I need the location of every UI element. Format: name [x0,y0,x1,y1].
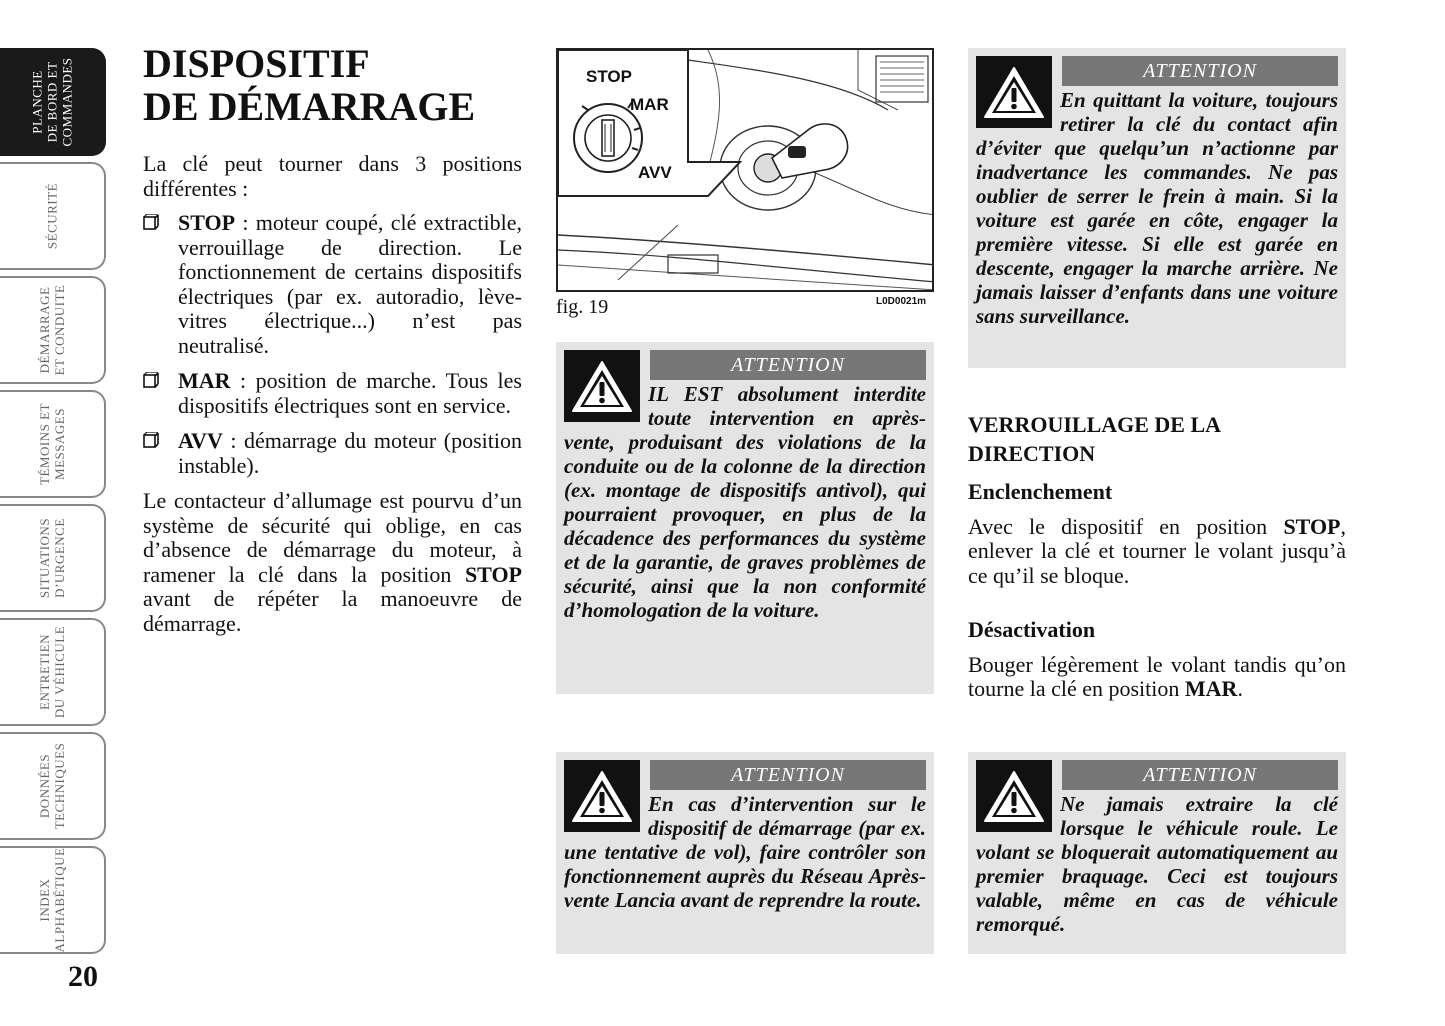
figure-code: L0D0021m [876,296,927,307]
label-stop: STOP [586,67,632,86]
warning-icon [564,760,640,832]
tab-temoins[interactable] [0,390,106,498]
attention-box-1 [556,342,934,694]
attention-text: En cas d’intervention sur le dispositif de démarrage (par ex. une tentative de vol), faire contrôler son fonctionnement auprès du Réseau Après-vente Lancia avant de reprendre la route. [564,792,926,912]
tab-planche-de-bord[interactable] [0,48,106,156]
position-desc: : démarrage du moteur (position instable). [178,428,522,478]
list-item-stop [143,211,522,358]
disable-paragraph: Bouger légèrement le volant tandis qu’on tourne la clé en position MAR. [968,651,1346,701]
attention-heading: ATTENTION [1062,760,1338,790]
checkbox-icon [143,372,159,390]
tab-label: TÉMOINS ET MESSAGES [37,403,67,485]
disable-title: Désactivation [968,617,1096,642]
label-mar: MAR [630,95,669,114]
attention-heading: ATTENTION [1062,56,1338,86]
warning-icon [564,350,640,422]
tab-donnees[interactable] [0,732,106,840]
warning-icon [976,760,1052,832]
tab-demarrage[interactable] [0,276,106,384]
warning-icon [976,56,1052,128]
tab-label: INDEX ALPHABÉTIQUE [37,847,67,953]
list-item-avv [143,429,522,478]
attention-text: Ne jamais extraire la clé lorsque le véhicule roule. Le volant se bloquerait automatiquement au premier braquage. Ceci est toujours valable, même en cas de véhicule remorqué. [976,792,1338,936]
page-number: 20 [68,960,98,993]
ignition-figure [556,48,934,292]
engage-title: Enclenchement [968,479,1113,504]
attention-box-4 [968,752,1346,954]
attention-heading: ATTENTION [650,350,926,380]
tab-label: ENTRETIEN DU VÉHICULE [37,625,67,719]
tab-label: PLANCHE DE BORD ET COMMANDES [29,57,75,147]
position-key: STOP [178,210,236,235]
list-item-mar [143,369,522,418]
attention-text: IL EST absolument interdite toute intervention en après-vente, produisant des violations de la conduite ou de la colonne de la direction (ex. montage de dispositifs antivol), qui pourraient provoquer, en plus de la décadence des performances du système et de la garantie, de graves problèmes de sécurité, ainsi que la non conformité d’homologation de la voiture. [564,382,926,622]
attention-heading: ATTENTION [650,760,926,790]
intro-paragraph: La clé peut tourner dans 3 positions différentes : [143,151,522,201]
section-title: VERROUILLAGE DE LA DIRECTION [968,412,1222,466]
engage-paragraph: Avec le dispositif en position STOP, enlever la clé et tourner le volant jusqu’à ce qu’il se bloque. [968,513,1346,588]
position-desc: : moteur coupé, clé extractible, verrouillage de direction. Le fonctionnement de certains dispositifs électriques (par ex. autoradio, lève-vitres électrique...) n’est pas neutralisé. [178,210,522,358]
tab-securite[interactable] [0,162,106,270]
checkbox-icon [143,432,159,450]
tab-situations[interactable] [0,504,106,612]
page-title [143,42,475,128]
figure-caption: fig. 19 [556,296,609,318]
position-desc: : position de marche. Tous les dispositifs électriques sont en service. [178,368,522,418]
attention-box-3 [968,48,1346,368]
attention-box-2 [556,752,934,954]
tab-label: DONNÉES TECHNIQUES [37,742,67,830]
attention-text: En quittant la voiture, toujours retirer la clé du contact afin d’éviter que quelqu’un n’actionne par inadvertance les commandes. Ne pas oublier de serrer le frein à main. Si la voiture est garée en côte, engager la première vitesse. Si elle est garée en descente, engager la marche arrière. Ne jamais laisser d’enfants dans une voiture sans surveillance. [976,88,1338,328]
main-text-column [143,152,522,646]
position-key: AVV [178,428,223,453]
checkbox-icon [143,214,159,232]
steering-lock-section [968,410,1346,702]
title-line-1: DISPOSITIF [143,41,370,86]
tab-label: SÉCURITÉ [44,182,60,250]
tab-label: DÉMARRAGE ET CONDUITE [37,284,67,376]
safety-paragraph: Le contacteur d’allumage est pourvu d’un système de sécurité qui oblige, en cas d’absence de démarrage du moteur, à ramener la clé dans la position STOP avant de répéter la manoeuvre de démarrage. [143,488,522,636]
title-line-2: DE DÉMARRAGE [143,84,476,129]
tab-entretien[interactable] [0,618,106,726]
tab-label: SITUATIONS D’URGENCE [37,517,67,599]
ignition-illustration [558,50,934,292]
tab-index[interactable] [0,846,106,954]
label-avv: AVV [638,163,672,182]
position-key: MAR [178,368,231,393]
